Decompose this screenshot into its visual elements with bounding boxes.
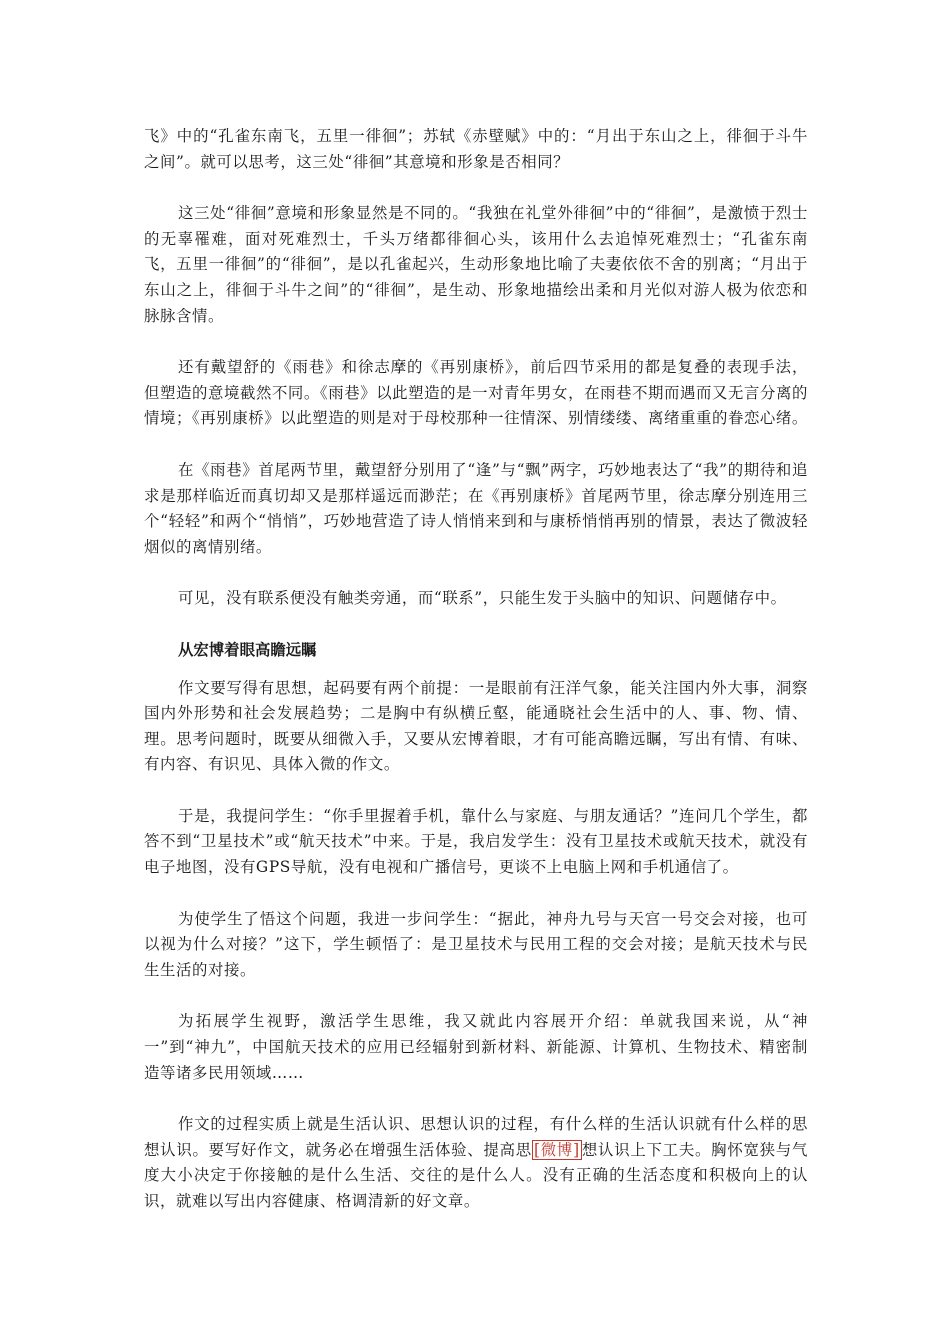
- paragraph-3: 还有戴望舒的《雨巷》和徐志摩的《再别康桥》，前后四节采用的都是复叠的表现手法，但塑造的意境截然不同。《雨巷》以此塑造的是一对青年男女，在雨巷不期而遇而又无言分离的情境；《再别康桥》以此塑造的则是对于母校那种一往情深、别情缕缕、离绪重重的眷恋心绪。: [144, 358, 808, 428]
- paragraph-10-text-before: 作文的过程实质上就是生活认识、思想认识的过程，有什么样的生活认识就有什么样的思想认识。要写好作文，就务必在增强生活体验、提高思: [144, 1115, 808, 1159]
- paragraph-6: 作文要写得有思想，起码要有两个前提：一是眼前有汪洋气象，能关注国内外大事，洞察国内外形势和社会发展趋势；二是胸中有纵横丘壑，能通晓社会生活中的人、事、物、情、理。思考问题时，既要从细微入手，又要从宏博着眼，才有可能高瞻远瞩，写出有情、有味、有内容、有识见、具体入微的作文。: [144, 678, 808, 774]
- section-heading: 从宏博着眼高瞻远瞩: [178, 640, 317, 659]
- weibo-link[interactable]: [微博]: [533, 1140, 580, 1159]
- paragraph-8: 为使学生了悟这个问题，我进一步问学生：“据此，神舟九号与天宫一号交会对接，也可以视为什么对接？”这下，学生顿悟了：是卫星技术与民用工程的交会对接；是航天技术与民生生活的对接。: [144, 909, 808, 979]
- article-body: [144, 124, 808, 1241]
- paragraph-2: 这三处“徘徊”意境和形象显然是不同的。“我独在礼堂外徘徊”中的“徘徊”，是激愤于烈士的无辜罹难，面对死难烈士，千头万绪都徘徊心头，该用什么去追悼死难烈士；“孔雀东南飞，五里一徘徊”的“徘徊”，是以孔雀起兴，生动形象地比喻了夫妻依依不舍的别离；“月出于东山之上，徘徊于斗牛之间”的“徘徊”，是生动、形象地描绘出柔和月光似对游人极为依恋和脉脉含情。: [144, 204, 808, 325]
- paragraph-10: [144, 1112, 808, 1214]
- paragraph-10-text-after: 想认识上下工夫。胸怀宽狭与气度大小决定于你接触的是什么生活、交往的是什么人。没有正确的生活态度和积极向上的认识，就难以写出内容健康、格调清新的好文章。: [144, 1140, 808, 1210]
- paragraph-9: 为拓展学生视野，激活学生思维，我又就此内容展开介绍：单就我国来说，从“神一”到“神九”，中国航天技术的应用已经辐射到新材料、新能源、计算机、生物技术、精密制造等诸多民用领域……: [144, 1012, 808, 1082]
- paragraph-4: 在《雨巷》首尾两节里，戴望舒分别用了“逢”与“飘”两字，巧妙地表达了“我”的期待和追求是那样临近而真切却又是那样遥远而渺茫；在《再别康桥》首尾两节里，徐志摩分别连用三个“轻轻”和两个“悄悄”，巧妙地营造了诗人悄悄来到和与康桥悄悄再别的情景，表达了微波轻烟似的离情别绪。: [144, 460, 808, 556]
- paragraph-1: 飞》中的“孔雀东南飞，五里一徘徊”；苏轼《赤壁赋》中的：“月出于东山之上，徘徊于斗牛之间”。就可以思考，这三处“徘徊”其意境和形象是否相同？: [144, 127, 808, 171]
- paragraph-7: 于是，我提问学生：“你手里握着手机，靠什么与家庭、与朋友通话？”连问几个学生，都答不到“卫星技术”或“航天技术”中来。于是，我启发学生：没有卫星技术或航天技术，就没有电子地图，没有GPS导航，没有电视和广播信号，更谈不上电脑上网和手机通信了。: [144, 806, 808, 877]
- paragraph-5: 可见，没有联系便没有触类旁通，而“联系”，只能生发于头脑中的知识、问题储存中。: [178, 589, 787, 608]
